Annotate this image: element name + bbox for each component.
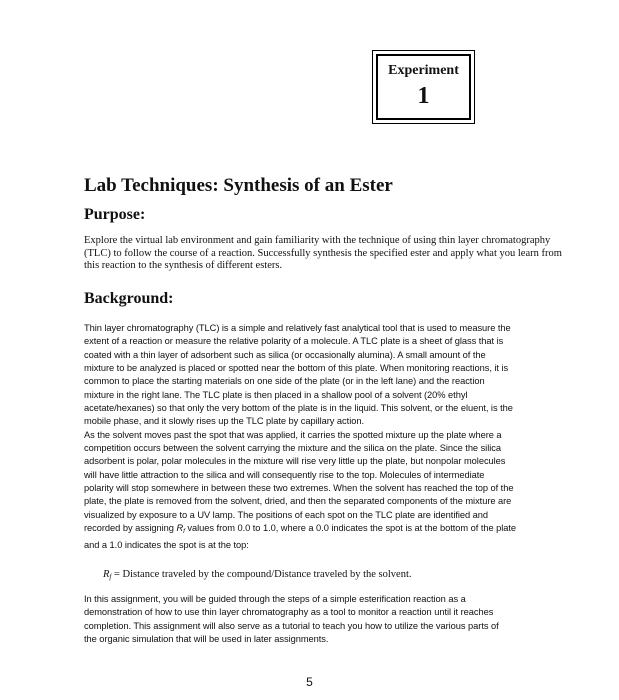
rf-line-after: values from 0.0 to 1.0, where a 0.0 indicates the spot is at the bottom of the plate bbox=[184, 523, 517, 534]
closing-line: the organic simulation that will be used in later assignments. bbox=[84, 634, 329, 645]
closing-line: In this assignment, you will be guided through the steps of a simple esterification reaction as a bbox=[84, 594, 466, 604]
rf-subscript: f bbox=[183, 528, 185, 536]
experiment-box-inner bbox=[376, 54, 471, 120]
background-line: competition occurs between the solvent carrying the mixture and the silica on the plate. Since the silica bbox=[84, 443, 501, 454]
background-line: As the solvent moves past the spot that was applied, it carries the spotted mixture up the plate where a bbox=[84, 429, 502, 440]
experiment-box bbox=[372, 50, 475, 124]
experiment-label: Experiment bbox=[388, 63, 459, 78]
background-line: extent of a reaction or measure the relative polarity of a molecule. A TLC plate is a sheet of glass that is bbox=[84, 336, 504, 347]
rf-line-before: recorded by assigning bbox=[84, 523, 177, 534]
background-line: Thin layer chromatography (TLC) is a simple and relatively fast analytical tool that is used to measure the bbox=[84, 323, 511, 333]
background-line: and a 1.0 indicates the spot is at the top: bbox=[84, 539, 249, 550]
background-line: will have little attraction to the silica and will consequently rise to the top. Molecules of intermediate bbox=[84, 469, 485, 480]
background-line: mobile phase, and it slowly rises up the TLC plate by capillary action. bbox=[84, 416, 364, 427]
page-title: Lab Techniques: Synthesis of an Ester bbox=[84, 175, 393, 196]
background-text bbox=[84, 322, 562, 552]
background-line: mixture in the right lane. The TLC plate is then placed in a shallow pool of a solvent (20% ethyl bbox=[84, 389, 468, 400]
purpose-text: Explore the virtual lab environment and gain familiarity with the technique of using thin layer chromatography (TLC) to follow the course of a reaction. Successfully synthesis the specified ester and apply what you learn from this reaction to the synthesis of different esters. bbox=[84, 235, 562, 271]
closing-line: completion. This assignment will also serve as a tutorial to teach you how to utilize the various parts of bbox=[84, 620, 499, 631]
background-line: common to place the starting materials on one side of the plate (or in the left lane) and the reaction bbox=[84, 376, 485, 387]
experiment-number: 1 bbox=[417, 83, 430, 109]
formula-text: = Distance traveled by the compound/Distance traveled by the solvent. bbox=[111, 569, 412, 580]
background-line: acetate/hexanes) so that only the very bottom of the plate is in the liquid. This solvent, or the eluent, is the bbox=[84, 403, 513, 414]
background-line: adsorbent is polar, polar molecules in the mixture will rise very little up the plate, but nonpolar molecules bbox=[84, 456, 506, 467]
background-line: coated with a thin layer of adsorbent such as silica (or occasionally alumina). A small amount of the bbox=[84, 349, 486, 360]
background-line: plate, the plate is removed from the solvent, dried, and then the separated components of the mixture are bbox=[84, 496, 512, 507]
background-line: visualized by exposure to a UV lamp. The positions of each spot on the TLC plate are identified and bbox=[84, 509, 489, 520]
rf-formula bbox=[103, 569, 412, 581]
background-line: polarity will stop somewhere in between these two extremes. When the solvent has reached the top of the bbox=[84, 483, 514, 494]
page-number: 5 bbox=[306, 675, 313, 689]
formula-symbol: R bbox=[103, 569, 110, 580]
closing-line: demonstration of how to use thin layer chromatography as a tool to monitor a reaction until it reaches bbox=[84, 607, 494, 618]
rf-symbol: R bbox=[176, 523, 184, 534]
background-line: mixture to be analyzed is placed or spotted near the bottom of this plate. When monitoring reactions, it is bbox=[84, 363, 509, 374]
closing-text bbox=[84, 593, 562, 646]
background-heading: Background: bbox=[84, 290, 174, 307]
purpose-heading: Purpose: bbox=[84, 206, 146, 223]
formula-subscript: f bbox=[109, 573, 112, 581]
background-line-rf bbox=[84, 522, 562, 538]
